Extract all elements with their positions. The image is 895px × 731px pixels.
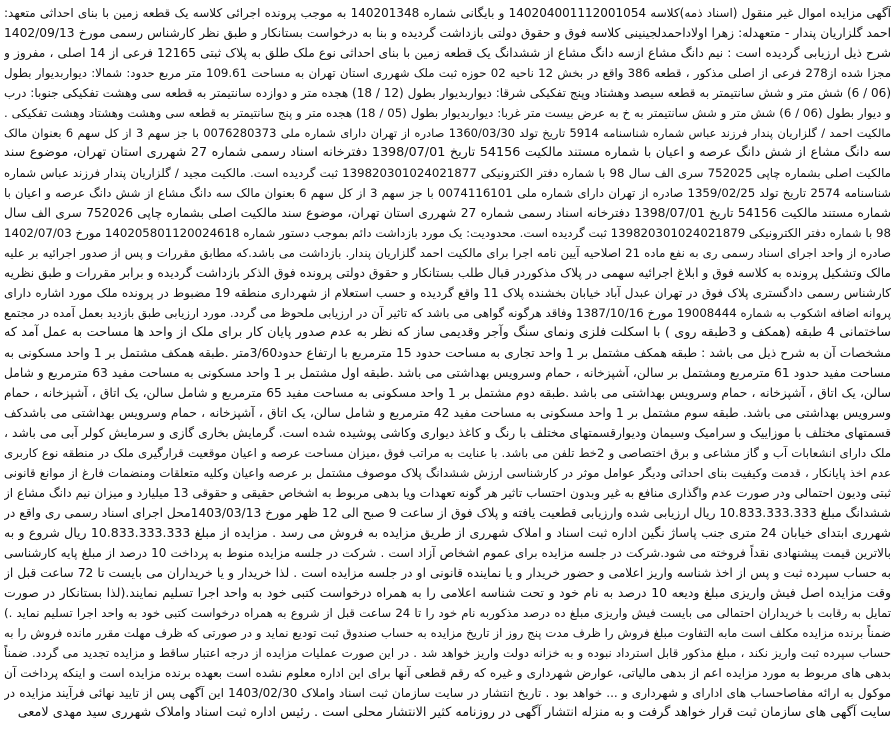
notice-text-line: مالک وتشکیل پرونده به کلاسه فوق و ابلاغ اجرائیه سهمی در پلاک مذکوردر قبال طلب بستانکار و حقوق دولتی پرونده فوق الذکر بازداشت گردیده و برابر مقررات و طبق نظریه [4, 266, 891, 280]
notice-text-line: مشخصات آن به شرح ذیل می باشد : طبقه همکف مشتمل بر 1 واحد تجاری به مساحت حدود 15 مترمربع با ارتفاع حدود3/60متر .طبقه همکف مشتمل بر 1 واحد مسکونی به [4, 346, 891, 360]
notice-text-line: مالکیت اصلی بشماره چاپی 752025 سری الف سال 98 با شماره دفتر الکترونیکی 139820301024021877 ثبت گردیده است. مالکیت مجید / گلزاریان پندار فرزند عباس شماره [4, 166, 891, 180]
notice-text-line: بالاترین قیمت پیشنهادی نقداً فروخته می شود.شرکت در جلسه مزایده برای عموم اشخاص آزاد است . شرکت در جلسه مزایده منوط به پرداخت 10 درصد از مبلغ پایه کارشناسی [4, 546, 891, 560]
notice-text-line: صادره از واحد اجرای اسناد رسمی ری به نفع ماده 21 اصلاحیه آیین نامه اجرا برای مالکیت احمد گلزاریان پندار. بازداشت می باشد.که مطابق مقررات و پس از صدور اجرائیه بر علیه [4, 246, 891, 260]
notice-text-line: وسرویس بهداشتی می باشد. طبقه سوم مشتمل بر 1 واحد مسکونی به مساحت مفید 42 مترمربع و شامل سالن، یک اتاق ، آشپزخانه ، حمام وسرویس بهداشتی می باشدکف [4, 406, 891, 420]
notice-text-line: شهرری ابتدای خیابان 24 متری جنب پاساژ نگین اداره ثبت اسناد و املاک شهرری از طریق مزایده به فروش می رسد . مزایده از مبلغ 10.833.333.333 ریال شروع و به [4, 525, 891, 540]
notice-text-line: احمد گلزاریان پندار - متعهدله: زهرا اولاداحمدلجینینی کلاسه فوق و حقوق دولتی بازداشت گردیده و بنا به درخواست بستانکار و طبق نظر کارشناس رسمی مورخ 1402/09/13 [4, 26, 891, 40]
notice-text-line: (06 / 6) شش متر و شش سانتیمتر به قطعه سیصد وهشتاد وپنج تفکیکی شرقا: دیواربدیوار بطول (12 / 18) هجده متر و دوازده سانتیمتر به قطعه سی وهشت تفکیکی جنوبا: درب [4, 86, 891, 100]
notice-text-line: کارشناس رسمی دادگستری پلاک فوق در تهران عبدل آباد خیابان بخشنده پلاک 11 واقع گردیده و حسب استعلام از شهرداری منطقه 19 مضبوط در پرونده ملک مورد اشاره دارای [4, 286, 891, 300]
notice-text-line: آگهی مزایده اموال غیر منقول (اسناد ذمه)کلاسه 140204001112001054 و بایگانی شماره 140201348 به موجب پرونده اجرائی کلاسه یک قطعه زمین با بنای احداثی متعهد: [4, 6, 891, 20]
notice-text-line: بدهی های مربوط به مورد مزایده اعم از بدهی مالیاتی، عوارض شهرداری و غیره که رقم قطعی آنها برای این اداره معلوم نشده است بعهده برنده مزایده است و اینکه پرداخت آن [4, 666, 891, 680]
notice-text-line: شناسنامه 2574 تاریخ تولد 1359/02/25 صادره از تهران دارای شماره ملی 0074116101 با جز سهم 3 از کل سهم 6 بعنوان مالک سه دانگ مشاع از شش دانگ عرصه و اعیان با [4, 186, 891, 200]
notice-text-line: مساحت مفید حدود 61 مترمربع ومشتمل بر سالن، آشپزخانه ، حمام وسرویس بهداشتی می باشد .طبقه اول مشتمل بر 1 واحد مسکونی به مساحت مفید 63 مترمربع و شامل [4, 366, 891, 380]
notice-text-line: مالکیت احمد / گلزاریان پندار فرزند عباس شماره شناسنامه 5914 تاریخ تولد 1360/03/30 صادره از تهران دارای شماره ملی 0076280373 با جز سهم 3 از کل سهم 6 بعنوان مالک [4, 126, 891, 140]
notice-text-line: پروانه اضافه اشکوب به شماره 19008444 مورخ 1387/10/16 وفاقد هرگونه گواهی می باشد که تاثیر آن در ارزیابی ملحوظ می گردد. مورد ارزیابی طبق بازدید بعمل آمده در مجتمع [4, 306, 891, 320]
notice-text-line: سالن، یک اتاق ، آشپزخانه ، حمام وسرویس بهداشتی می باشد .طبقه دوم مشتمل بر 1 واحد مسکونی به مساحت مفید 65 مترمربع و شامل سالن، یک اتاق ، آشپزخانه ، حمام [4, 386, 891, 400]
notice-text-line: ملک دارای انشعابات آب و گاز مشاعی و برق اختصاصی و 2خط تلفن می باشد. با عنایت به مراتب فوق ،میزان مساحت عرصه و اعیان موقعیت قرارگیری ملک در منطقه نوع کاربری [4, 446, 891, 460]
notice-text-line: شرح ذیل ارزیابی گردیده است : نیم دانگ مشاع ازسه دانگ مشاع از ششدانگ یک قطعه زمین با بنای احداثی نوع ملک طلق به پلاک ثبتی 12165 فرعی از 14 اصلی ، مفروز و [4, 46, 891, 60]
notice-text-line: و دیوار بطول (06 / 6) شش متر و شش سانتیمتر به خ به عرض بیست متر غربا: دیواربدیوار بطول (05 / 18) هجده متر و پنج سانتیمتر به قطعه سی وهشت وهشتاد وهشت تفکیکی . [4, 106, 891, 120]
notice-text-line: وقت مزایده اصل فیش واریزی مبلغ ودیعه 10 درصد به نام خود و تحت شناسه اعلامی را به همراه درخواست کتبی خود به واحد اجرا تسلیم نمایند.(لذا بستانکار در صورت [4, 585, 891, 600]
notice-text-line: تمایل به رقابت با خریداران احتمالی می بایست فیش واریزی مبلغ ده درصد مذکوربه نام خود را تا 24 ساعت قبل از شروع به همراه درخواست کتبی خود به واحد اجرا تسلیم نماید .) [4, 606, 891, 620]
notice-text-line: 98 با شماره دفتر الکترونیکی 139820301024021879 ثبت گردیده است. محدودیت: یک مورد بازداشت دائم بموجب دستور شماره 140205801120024618 مورخ 1402/07/03 [4, 226, 891, 240]
notice-text-line: ضمناً برنده مزایده مکلف است مابه التفاوت مبلغ فروش را ظرف مدت پنج روز از تاریخ مزایده به حساب صندوق ثبت تودیع نماید و در صورتی که ظرف مهلت مقرر مانده فروش را به [4, 626, 891, 640]
notice-text-line: مجزا شده از278 فرعی از اصلی مذکور ، قطعه 386 واقع در بخش 12 ناحیه 02 حوزه ثبت ملک شهرری استان تهران به مساحت 109.61 متر مربع حدود: شمالا: دیواربدیوار بطول [4, 66, 891, 80]
notice-text-line: حساب سپرده ثبت واریز نکند ، مبلغ مذکور قابل استرداد نبوده و به خزانه دولت واریز خواهد شد . در این صورت عملیات مزایده از درجه اعتبار ساقط و مزایده تجدید می گردد. ضمناً [4, 646, 891, 660]
notice-text-line: ساختمانی 4 طبقه (همکف و 3طبقه روی ) با اسکلت فلزی ونمای سنگ وآجر وقدیمی ساز که نظر به عدم صدور پایان کار برای ملک از واحد ها مساحت به عمل آمد که [4, 325, 891, 340]
notice-text-line: به حساب سپرده ثبت و پس از اخذ شناسه واریز اعلامی و حضور خریدار و یا نماینده قانونی او در جلسه مزایده است . لذا خریدار و یا خریداران می بایست تا 72 ساعت قبل از [4, 566, 891, 580]
notice-text-line: شماره مستند مالکیت 54156 تاریخ 1398/07/01 دفترخانه اسناد رسمی شماره 27 شهرری استان تهران، موضوع سند مالکیت اصلی بشماره چاپی 752026 سری الف سال [4, 206, 891, 220]
notice-closing-line: سایت آگهی های سازمان ثبت قرار خواهد گرفت و به منزله انتشار آگهی در روزنامه کثیر الانتشار محلی است . رئیس اداره ثبت اسناد واملاک شهرری سید مهدی لامعی [17, 705, 891, 720]
notice-text-line: ثبتی ودیون احتمالی ودر صورت عدم واگذاری منافع به غیر وبدون احتساب تاثیر هر گونه تعهدات ویا بدهی مربوط به اشخاص حقیقی و حقوقی 13 میلیارد و میزان نیم دانگ مشاع از [4, 486, 891, 500]
notice-text-line: ششدانگ مبلغ 10.833.333.333 ریال ارزیابی شده وارزیابی قطعیت یافته و پلاک فوق از ساعت 9 صبح الی 12 ظهر مورخ 1403/03/13محل اجرای اسناد رسمی ری واقع در [4, 506, 891, 520]
notice-text-line: سه دانگ مشاع از شش دانگ عرصه و اعیان با شماره مستند مالکیت 54156 تاریخ 1398/07/01 دفترخانه اسناد رسمی شماره 27 شهرری استان تهران، موضوع سند [4, 145, 891, 160]
notice-text-line: موکول به ارائه مفاصاحساب های ادارای و شهرداری و ... خواهد بود . تاریخ انتشار در سایت سازمان ثبت اسناد واملاک 1403/02/30 این آگهی پس از تایید نهائی فرآیند مزایده در [4, 686, 891, 700]
notice-text-line: عدم اخذ پایانکار ، قدمت وکیفیت بنای احداثی ودیگر عوامل موثر در کارشناسی ارزش ششدانگ پلاک موصوف مشتمل بر عرصه واعیان وکلیه متعلقات ومنضمات فارغ از موانع قانونی [4, 466, 891, 480]
notice-text-line: قسمتهای مختلف با موزاییک و سرامیک وسیمان ودیوارقسمتهای مختلف با رنگ و کاغذ دیواری وکاشی پوشیده شده است. گرمایش بخاری گازی و سرمایش کولر آبی می باشد ، [4, 426, 891, 440]
